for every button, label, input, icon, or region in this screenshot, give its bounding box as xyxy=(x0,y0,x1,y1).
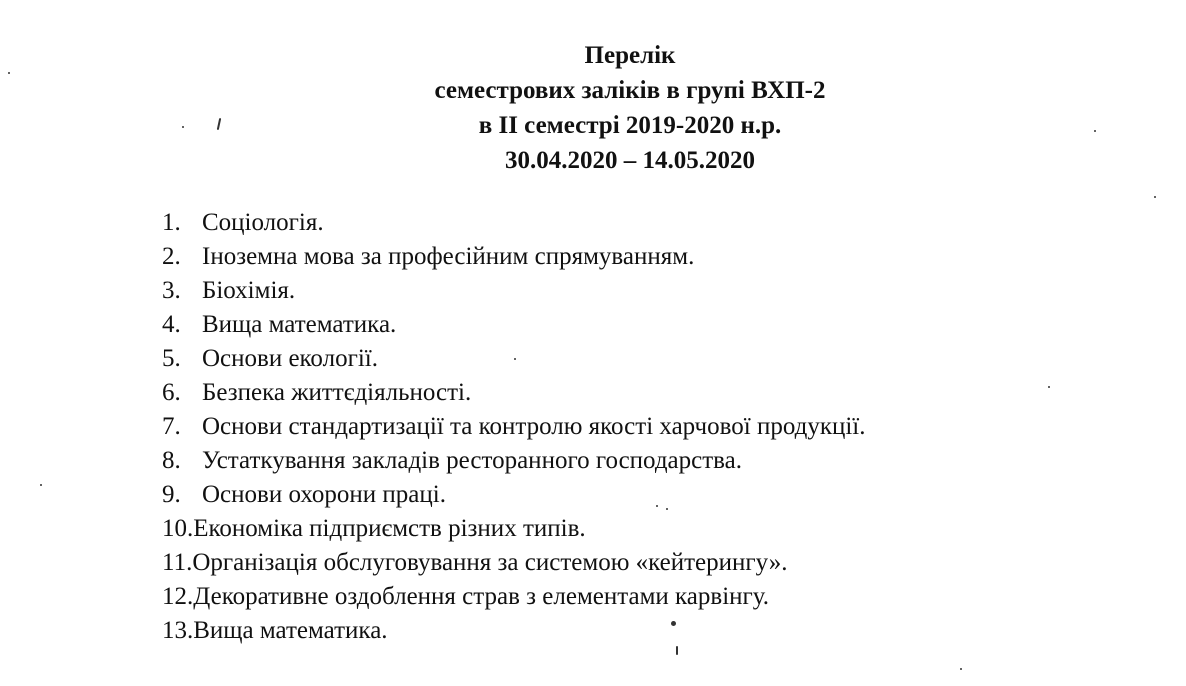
item-text: Основи екології. xyxy=(202,345,378,372)
item-text: Основи стандартизації та контролю якості харчової продукції. xyxy=(202,413,866,440)
item-number: 11. xyxy=(162,549,193,576)
item-number: 8. xyxy=(162,447,181,474)
item-text: Основи охорони праці. xyxy=(202,481,446,508)
item-number: 12. xyxy=(162,583,194,610)
item-text: Безпека життєдіяльності. xyxy=(202,379,472,406)
list-item xyxy=(162,240,866,274)
document-subtitle: семестрових заліків в групі ВХП-2 xyxy=(434,77,826,104)
list-item xyxy=(162,206,866,240)
document-header xyxy=(0,38,1186,178)
list-item xyxy=(162,274,866,308)
list-item xyxy=(162,444,866,478)
list-item xyxy=(162,376,866,410)
scan-speck xyxy=(8,72,10,74)
list-item xyxy=(162,308,866,342)
item-number: 4. xyxy=(162,311,181,338)
scan-speck xyxy=(676,646,678,655)
item-number: 5. xyxy=(162,345,181,372)
item-text: Вища математика. xyxy=(193,617,388,644)
scan-speck xyxy=(1094,130,1096,132)
scan-speck xyxy=(960,668,962,670)
item-number: 7. xyxy=(162,413,181,440)
scan-speck xyxy=(514,358,516,360)
item-number: 13. xyxy=(162,617,194,644)
scan-speck xyxy=(671,621,676,626)
list-item xyxy=(162,546,866,580)
scan-speck xyxy=(666,508,668,510)
scan-speck xyxy=(656,505,658,507)
item-text: Іноземна мова за професійним спрямуванням. xyxy=(202,243,695,270)
list-item xyxy=(162,580,866,614)
scan-speck xyxy=(1048,386,1050,388)
scan-speck xyxy=(40,484,42,486)
item-text: Економіка підприємств різних типів. xyxy=(193,515,586,542)
list-item xyxy=(162,512,866,546)
item-text: Організація обслуговування за системою «кейтерингу». xyxy=(192,549,788,576)
list-item xyxy=(162,614,866,648)
document-title: Перелік xyxy=(584,42,676,69)
date-range: 30.04.2020 – 14.05.2020 xyxy=(505,147,755,174)
item-number: 10. xyxy=(162,515,194,542)
item-number: 3. xyxy=(162,277,181,304)
item-text: Біохімія. xyxy=(202,277,296,304)
semester-line: в ІІ семестрі 2019-2020 н.р. xyxy=(478,112,782,139)
list-item xyxy=(162,410,866,444)
item-text: Соціологія. xyxy=(202,209,324,236)
list-item xyxy=(162,478,866,512)
item-number: 1. xyxy=(162,209,181,236)
item-text: Устаткування закладів ресторанного господарства. xyxy=(202,447,742,474)
item-text: Декоративне оздоблення страв з елементами карвінгу. xyxy=(193,583,770,610)
item-number: 6. xyxy=(162,379,181,406)
item-number: 9. xyxy=(162,481,181,508)
item-text: Вища математика. xyxy=(202,311,397,338)
scan-speck xyxy=(1154,196,1156,198)
subject-list xyxy=(162,206,866,648)
item-number: 2. xyxy=(162,243,181,270)
scan-speck xyxy=(182,126,184,128)
